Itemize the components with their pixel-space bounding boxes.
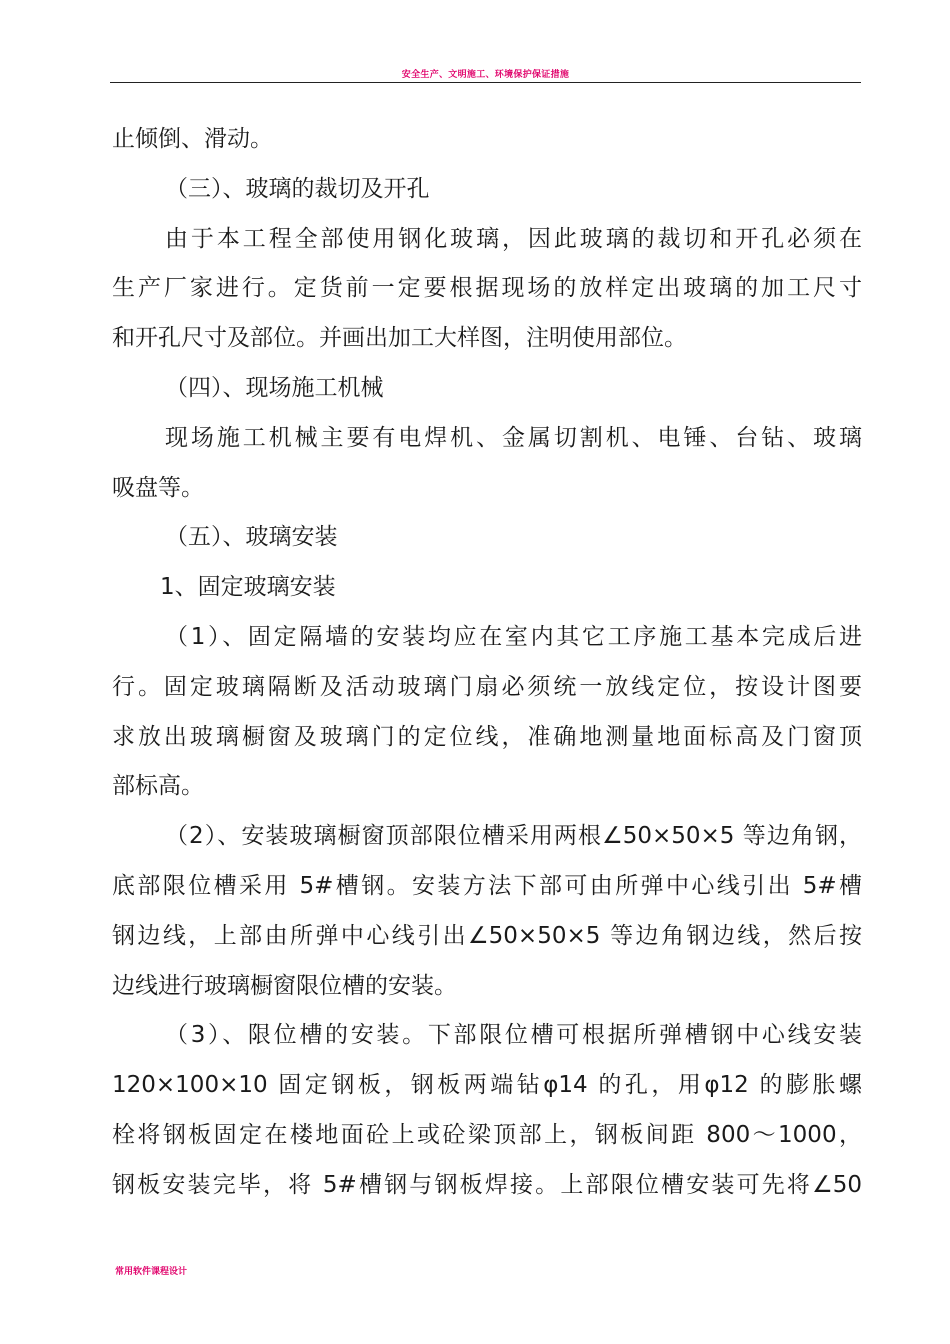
paragraph-line: 现场施工机械主要有电焊机、金属切割机、电锤、台钻、玻璃 [165,424,862,451]
paragraph-line: 120×100×10 固定钢板，钢板两端钻φ14 的孔，用φ12 的膨胀螺 [112,1072,862,1099]
paragraph-line: 边线进行玻璃橱窗限位槽的安装。 [112,972,457,999]
paragraph-line: （1）、固定隔墙的安装均应在室内其它工序施工基本完成后进 [165,623,862,650]
paragraph-line: （3）、限位槽的安装。下部限位槽可根据所弹槽钢中心线安装 [165,1022,862,1049]
page-footer: 常用软件课程设计 [115,1267,188,1277]
section-heading: （四）、现场施工机械 [165,374,384,401]
paragraph-line: 行。固定玻璃隔断及活动玻璃门扇必须统一放线定位，按设计图要 [112,673,862,700]
subsection-heading: 1、固定玻璃安装 [160,574,336,601]
paragraph-line: 由于本工程全部使用钢化玻璃，因此玻璃的裁切和开孔必须在 [165,225,862,252]
document-body [112,115,862,1211]
paragraph-line: 和开孔尺寸及部位。并画出加工大样图，注明使用部位。 [112,325,687,352]
paragraph-line: 止倾倒、滑动。 [112,126,273,152]
paragraph-line: 吸盘等。 [112,474,204,501]
paragraph-line: 栓将钢板固定在楼地面砼上或砼梁顶部上，钢板间距 800～1000， [112,1121,862,1148]
paragraph-line: 生产厂家进行。定货前一定要根据现场的放样定出玻璃的加工尺寸 [112,275,862,302]
paragraph-line: 钢板安装完毕，将 5#槽钢与钢板焊接。上部限位槽安装可先将∠50 [112,1171,862,1198]
paragraph-line: 钢边线，上部由所弹中心线引出∠50×50×5 等边角钢边线，然后按 [112,922,862,949]
section-heading: （五）、玻璃安装 [165,524,338,551]
paragraph-line: 底部限位槽采用 5#槽钢。安装方法下部可由所弹中心线引出 5#槽 [112,872,862,899]
paragraph-line: 求放出玻璃橱窗及玻璃门的定位线，准确地测量地面标高及门窗顶 [112,723,862,750]
paragraph-line: （2）、安装玻璃橱窗顶部限位槽采用两根∠50×50×5 等边角钢， [165,823,862,850]
header-title: 安全生产、文明施工、环境保护保证措施 [401,70,570,80]
paragraph-line: 部标高。 [112,773,204,800]
section-heading: （三）、玻璃的裁切及开孔 [165,175,430,202]
page-header [110,64,861,83]
